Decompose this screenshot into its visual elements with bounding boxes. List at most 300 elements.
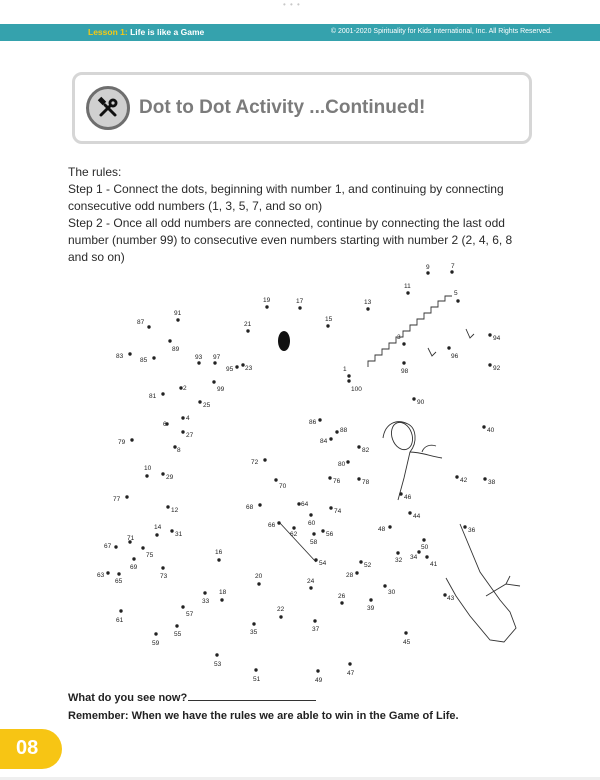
page-number-badge — [0, 729, 62, 769]
puzzle-dot-label: 60 — [308, 520, 316, 527]
puzzle-dot-marker — [321, 529, 324, 532]
puzzle-dot-marker — [252, 622, 255, 625]
puzzle-dot-marker — [396, 551, 399, 554]
puzzle-dot-marker — [388, 525, 391, 528]
puzzle-dot-label: 75 — [146, 552, 154, 559]
puzzle-dot-marker — [483, 477, 486, 480]
puzzle-dot — [455, 475, 467, 484]
puzzle-dot — [140, 356, 156, 364]
puzzle-dot-marker — [235, 365, 238, 368]
puzzle-dot — [212, 380, 224, 393]
puzzle-dot-label: 6 — [163, 421, 167, 428]
puzzle-dot-label: 9 — [426, 264, 430, 271]
puzzle-dot-label: 2 — [183, 385, 187, 392]
puzzle-dot — [321, 529, 333, 538]
puzzle-dot-marker — [274, 478, 277, 481]
puzzle-dot — [399, 492, 411, 501]
puzzle-dot-label: 20 — [255, 573, 263, 580]
puzzle-dot — [397, 334, 406, 346]
puzzle-dot-marker — [215, 653, 218, 656]
puzzle-dot-marker — [357, 445, 360, 448]
puzzle-dot — [118, 438, 134, 446]
puzzle-dot-label: 32 — [395, 557, 403, 564]
puzzle-dot-marker — [347, 379, 350, 382]
puzzle-dot-label: 46 — [404, 494, 412, 501]
puzzle-dot-label: 98 — [401, 368, 409, 375]
puzzle-dot-marker — [425, 555, 428, 558]
question-text: What do you see now? — [68, 692, 188, 704]
puzzle-dot — [443, 593, 454, 602]
stroke-mark — [466, 329, 474, 338]
puzzle-dot-marker — [383, 584, 386, 587]
tools-icon — [86, 86, 130, 130]
puzzle-dot-marker — [125, 495, 128, 498]
puzzle-dot — [378, 525, 392, 533]
puzzle-dot — [141, 546, 153, 559]
puzzle-dot-label: 76 — [333, 478, 341, 485]
puzzle-dot-marker — [482, 425, 485, 428]
puzzle-dot-marker — [175, 624, 178, 627]
puzzle-dot — [127, 535, 135, 544]
puzzle-dot-label: 14 — [154, 524, 162, 531]
puzzle-dot-label: 29 — [166, 474, 174, 481]
puzzle-dot-label: 50 — [421, 544, 429, 551]
puzzle-dot — [202, 591, 210, 605]
puzzle-dot — [195, 354, 203, 365]
puzzle-dot-label: 66 — [268, 522, 276, 529]
puzzle-dot-marker — [402, 342, 405, 345]
puzzle-dot — [347, 662, 355, 677]
puzzle-dot-label: 59 — [152, 640, 160, 647]
puzzle-dot-label: 90 — [417, 399, 425, 406]
puzzle-dot — [174, 624, 182, 638]
puzzle-dot — [296, 298, 304, 310]
puzzle-dot-marker — [329, 437, 332, 440]
puzzle-dot-label: 57 — [186, 611, 194, 618]
puzzle-dot-label: 40 — [487, 427, 495, 434]
puzzle-dot-marker — [316, 669, 319, 672]
puzzle-predrawn-lines — [279, 296, 520, 642]
puzzle-dot — [367, 598, 375, 612]
puzzle-dot-label: 38 — [488, 479, 496, 486]
puzzle-dot-label: 47 — [347, 670, 355, 677]
puzzle-dot-label: 69 — [130, 564, 138, 571]
puzzle-dot-label: 61 — [116, 617, 124, 624]
lesson-label — [88, 27, 204, 37]
puzzle-dot-marker — [314, 558, 317, 561]
puzzle-dot-label: 89 — [172, 346, 180, 353]
puzzle-dot — [179, 385, 187, 392]
puzzle-dot-label: 31 — [175, 531, 183, 538]
puzzle-dot — [364, 299, 372, 311]
rules-heading: The rules: — [68, 165, 122, 179]
puzzle-dot — [290, 526, 298, 538]
puzzle-dot — [181, 605, 193, 618]
puzzle-dot-marker — [265, 305, 268, 308]
puzzle-dot-label: 52 — [364, 562, 372, 569]
puzzle-dot-marker — [488, 333, 491, 336]
puzzle-dot-marker — [463, 525, 466, 528]
puzzle-dot-marker — [166, 505, 169, 508]
puzzle-dot — [320, 437, 333, 445]
puzzle-dot — [168, 339, 179, 353]
puzzle-dot-label: 18 — [219, 589, 227, 596]
puzzle-dot-label: 80 — [338, 461, 346, 468]
puzzle-dot — [163, 421, 169, 428]
puzzle-dot-label: 70 — [279, 483, 287, 490]
ink-blot — [278, 331, 290, 351]
puzzle-dot-marker — [263, 458, 266, 461]
puzzle-dot — [246, 503, 262, 511]
puzzle-dot-label: 11 — [404, 283, 411, 290]
puzzle-dot-marker — [213, 361, 216, 364]
puzzle-dot-label: 91 — [174, 310, 182, 317]
puzzle-dot-marker — [217, 558, 220, 561]
puzzle-dot — [410, 550, 421, 561]
log-end — [388, 419, 416, 452]
puzzle-dot-label: 53 — [214, 661, 222, 668]
puzzle-dot — [401, 361, 409, 375]
puzzle-dot — [251, 458, 267, 466]
puzzle-dot — [325, 316, 333, 328]
puzzle-dot-marker — [488, 363, 491, 366]
puzzle-dot — [198, 400, 210, 409]
puzzle-dot-marker — [347, 374, 350, 377]
puzzle-dot-label: 72 — [251, 459, 259, 466]
puzzle-dot — [115, 572, 123, 585]
puzzle-dot — [314, 558, 326, 567]
puzzle-dot-label: 88 — [340, 427, 348, 434]
puzzle-dot — [250, 622, 258, 636]
puzzle-dot-marker — [168, 339, 171, 342]
puzzle-dot-label: 41 — [430, 561, 438, 568]
puzzle-dot-marker — [258, 503, 261, 506]
puzzle-dot — [181, 415, 190, 422]
puzzle-dot-label: 39 — [367, 605, 375, 612]
puzzle-dot-label: 16 — [215, 549, 223, 556]
puzzle-dot-marker — [298, 306, 301, 309]
puzzle-dot-label: 35 — [250, 629, 258, 636]
puzzle-dot-label: 85 — [140, 357, 148, 364]
puzzle-dot — [130, 557, 138, 571]
puzzle-dot — [483, 477, 495, 486]
puzzle-dot — [181, 430, 193, 439]
puzzle-dot-marker — [203, 591, 206, 594]
puzzle-dot — [335, 427, 347, 434]
dot-layer — [97, 263, 501, 684]
puzzle-dot-marker — [181, 416, 184, 419]
answer-blank-field[interactable] — [188, 690, 316, 701]
puzzle-dot-label: 10 — [144, 465, 152, 472]
stroke-mark — [428, 348, 436, 356]
puzzle-dot-label: 43 — [447, 595, 455, 602]
puzzle-dot-label: 86 — [309, 419, 317, 426]
puzzle-dot-marker — [357, 477, 360, 480]
puzzle-dot-label: 44 — [413, 513, 421, 520]
puzzle-dot — [253, 668, 261, 683]
puzzle-dot-label: 54 — [319, 560, 327, 567]
puzzle-dot-marker — [254, 668, 257, 671]
puzzle-dot — [310, 532, 318, 546]
puzzle-dot-marker — [309, 586, 312, 589]
puzzle-dot-marker — [198, 400, 201, 403]
rules-step-2: Step 2 - Once all odd numbers are connected, continue by connecting the last odd number (number 99) to consecutive even numbers starting with number 2 (2, 4, 6, 8 and so on) — [68, 216, 513, 264]
puzzle-dot-label: 42 — [460, 477, 468, 484]
puzzle-dot — [383, 584, 395, 596]
puzzle-dot-marker — [154, 632, 157, 635]
puzzle-dot-marker — [399, 492, 402, 495]
puzzle-dot — [308, 513, 316, 527]
puzzle-dot — [116, 352, 132, 360]
puzzle-dot-label: 56 — [326, 531, 334, 538]
puzzle-dot-marker — [147, 325, 150, 328]
puzzle-dot — [404, 283, 411, 295]
puzzle-dot — [315, 669, 323, 684]
puzzle-dot-label: 78 — [362, 479, 370, 486]
puzzle-dot-marker — [359, 560, 362, 563]
puzzle-dot-label: 79 — [118, 439, 126, 446]
puzzle-dot — [277, 606, 285, 619]
puzzle-dot-marker — [422, 538, 425, 541]
puzzle-dot — [173, 445, 181, 454]
puzzle-dot-label: 21 — [244, 321, 252, 328]
puzzle-dot-label: 34 — [410, 554, 418, 561]
puzzle-dot-marker — [145, 474, 148, 477]
puzzle-dot-label: 65 — [115, 578, 123, 585]
puzzle-dot — [244, 321, 252, 333]
puzzle-dot-marker — [279, 615, 282, 618]
puzzle-dot-marker — [309, 513, 312, 516]
puzzle-dot-marker — [181, 605, 184, 608]
rules-step-1: Step 1 - Connect the dots, beginning with number 1, and continuing by connecting consecutive odd numbers (1, 3, 5, 7, and so on) — [68, 182, 504, 213]
puzzle-dot-label: 83 — [116, 353, 124, 360]
puzzle-dot-label: 36 — [468, 527, 476, 534]
puzzle-dot — [338, 460, 350, 468]
puzzle-dot — [329, 506, 341, 515]
puzzle-dot-label: 12 — [171, 507, 179, 514]
stick-branch — [486, 576, 520, 596]
stick-line — [446, 524, 516, 642]
puzzle-dot — [214, 653, 222, 668]
activity-title-box — [72, 72, 532, 144]
puzzle-dot-label: 77 — [113, 496, 121, 503]
puzzle-dot-marker — [161, 472, 164, 475]
puzzle-dot-marker — [152, 356, 155, 359]
puzzle-dot — [343, 366, 351, 378]
puzzle-dot — [395, 551, 403, 564]
puzzle-dot-marker — [181, 430, 184, 433]
puzzle-dot-marker — [132, 557, 135, 560]
puzzle-dot-label: 58 — [310, 539, 318, 546]
puzzle-dot — [160, 566, 168, 580]
puzzle-dot-marker — [366, 307, 369, 310]
puzzle-dot-marker — [246, 329, 249, 332]
puzzle-dot-label: 51 — [253, 676, 261, 683]
puzzle-dot — [454, 290, 460, 303]
puzzle-dot-marker — [312, 532, 315, 535]
puzzle-dot — [421, 538, 429, 551]
puzzle-dot-marker — [161, 392, 164, 395]
puzzle-dot — [137, 319, 151, 329]
puzzle-dot-label: 99 — [217, 386, 225, 393]
puzzle-dot-marker — [348, 662, 351, 665]
puzzle-dot — [357, 477, 369, 486]
puzzle-dot — [97, 571, 110, 579]
puzzle-dot-label: 30 — [388, 589, 396, 596]
puzzle-dot — [463, 525, 475, 534]
puzzle-dot-marker — [369, 598, 372, 601]
puzzle-dot-label: 15 — [325, 316, 333, 323]
puzzle-dot — [426, 264, 430, 275]
question-prompt — [68, 690, 316, 704]
puzzle-dot-marker — [412, 397, 415, 400]
dot-to-dot-puzzle — [0, 255, 600, 685]
puzzle-dot-label: 3 — [397, 334, 401, 341]
lesson-number: Lesson 1: — [88, 27, 128, 37]
puzzle-dot — [215, 549, 223, 562]
puzzle-dot-marker — [170, 529, 173, 532]
puzzle-dot — [144, 465, 152, 478]
puzzle-dot — [450, 263, 455, 274]
puzzle-dot — [312, 619, 320, 633]
puzzle-dot-marker — [176, 318, 179, 321]
puzzle-dot-marker — [355, 571, 358, 574]
puzzle-dot — [412, 397, 424, 406]
puzzle-dot — [408, 511, 420, 520]
puzzle-dot — [241, 363, 252, 372]
puzzle-dot — [149, 392, 165, 400]
copyright-notice: © 2001-2020 Spirituality for Kids International, Inc. All Rights Reserved. — [330, 28, 552, 35]
puzzle-dot — [488, 363, 500, 372]
puzzle-dot-marker — [313, 619, 316, 622]
puzzle-dot-label: 8 — [177, 447, 181, 454]
puzzle-dot — [255, 573, 263, 586]
puzzle-dot — [359, 560, 371, 569]
puzzle-dot-marker — [406, 291, 409, 294]
puzzle-dot-marker — [197, 361, 200, 364]
puzzle-dot-label: 73 — [160, 573, 168, 580]
puzzle-dot-label: 37 — [312, 626, 320, 633]
puzzle-dot — [346, 571, 359, 579]
puzzle-dot-label: 25 — [203, 402, 211, 409]
puzzle-dot-marker — [450, 270, 453, 273]
puzzle-dot-label: 81 — [149, 393, 157, 400]
puzzle-dot — [403, 631, 411, 646]
puzzle-dot-label: 74 — [334, 508, 342, 515]
puzzle-dot-label: 24 — [307, 578, 315, 585]
puzzle-dot-marker — [329, 506, 332, 509]
puzzle-dot — [482, 425, 494, 434]
puzzle-dot — [104, 543, 118, 550]
rules-text — [68, 164, 518, 266]
puzzle-dot-marker — [346, 460, 349, 463]
puzzle-dot-label: 62 — [290, 531, 298, 538]
puzzle-dot-marker — [340, 601, 343, 604]
puzzle-dot-marker — [447, 346, 450, 349]
puzzle-dot-marker — [141, 546, 144, 549]
puzzle-dot-marker — [326, 324, 329, 327]
puzzle-dot — [347, 379, 362, 393]
puzzle-dot-marker — [130, 438, 133, 441]
puzzle-dot-label: 87 — [137, 319, 145, 326]
puzzle-dot — [170, 529, 182, 538]
puzzle-dot-marker — [335, 430, 338, 433]
puzzle-dot — [307, 578, 315, 590]
puzzle-dot — [226, 365, 239, 373]
puzzle-dot-marker — [328, 476, 331, 479]
puzzle-dot — [297, 501, 308, 508]
puzzle-dot-marker — [106, 571, 109, 574]
lesson-title: Life is like a Game — [130, 27, 205, 37]
puzzle-dot-marker — [117, 572, 120, 575]
puzzle-dot-marker — [128, 352, 131, 355]
puzzle-dot-marker — [155, 533, 158, 536]
puzzle-dot-marker — [408, 511, 411, 514]
puzzle-dot-label: 48 — [378, 526, 386, 533]
puzzle-dot — [174, 310, 182, 322]
puzzle-dot-label: 93 — [195, 354, 203, 361]
lesson-header-bar — [0, 24, 600, 41]
puzzle-dot-label: 84 — [320, 438, 328, 445]
puzzle-dot-label: 49 — [315, 677, 323, 684]
puzzle-dot — [213, 354, 221, 365]
puzzle-dot-marker — [119, 609, 122, 612]
puzzle-dot — [152, 632, 160, 647]
puzzle-dot-marker — [455, 475, 458, 478]
puzzle-dot — [274, 478, 286, 490]
log-outline — [383, 422, 415, 500]
activity-title: Dot to Dot Activity ...Continued! — [139, 97, 426, 118]
staircase-line — [368, 296, 452, 367]
puzzle-dot-label: 33 — [202, 598, 210, 605]
puzzle-dot — [338, 593, 346, 605]
puzzle-dot-marker — [426, 271, 429, 274]
remember-note: Remember: When we have the rules we are able to win in the Game of Life. — [68, 710, 459, 722]
puzzle-dot-label: 100 — [351, 386, 362, 393]
puzzle-dot-label: 97 — [213, 354, 221, 361]
puzzle-dot — [113, 495, 129, 503]
puzzle-dot — [116, 609, 124, 624]
puzzle-dot-label: 17 — [296, 298, 304, 305]
puzzle-dot-label: 94 — [493, 335, 501, 342]
puzzle-dot — [154, 524, 162, 537]
puzzle-dot-label: 28 — [346, 572, 354, 579]
puzzle-dot — [219, 589, 227, 602]
puzzle-dot-label: 5 — [454, 290, 458, 297]
puzzle-dot-marker — [161, 566, 164, 569]
puzzle-dot — [263, 297, 271, 309]
puzzle-dot — [425, 555, 437, 568]
puzzle-dot-label: 95 — [226, 366, 234, 373]
puzzle-dot — [309, 418, 322, 426]
puzzle-dot-label: 92 — [493, 365, 501, 372]
puzzle-dot-label: 45 — [403, 639, 411, 646]
puzzle-dot-marker — [277, 521, 280, 524]
page-number: 08 — [16, 737, 39, 759]
puzzle-dot-marker — [404, 631, 407, 634]
puzzle-dot — [488, 333, 500, 342]
puzzle-dot-label: 82 — [362, 447, 370, 454]
puzzle-dot — [357, 445, 369, 454]
branch-line — [410, 445, 442, 458]
window-grip-dots: • • • — [283, 0, 301, 9]
puzzle-dot-label: 23 — [245, 365, 253, 372]
puzzle-dot-label: 26 — [338, 593, 346, 600]
puzzle-dot-marker — [212, 380, 215, 383]
puzzle-dot-marker — [257, 582, 260, 585]
puzzle-dot-label: 63 — [97, 572, 105, 579]
puzzle-dot-label: 64 — [301, 501, 309, 508]
